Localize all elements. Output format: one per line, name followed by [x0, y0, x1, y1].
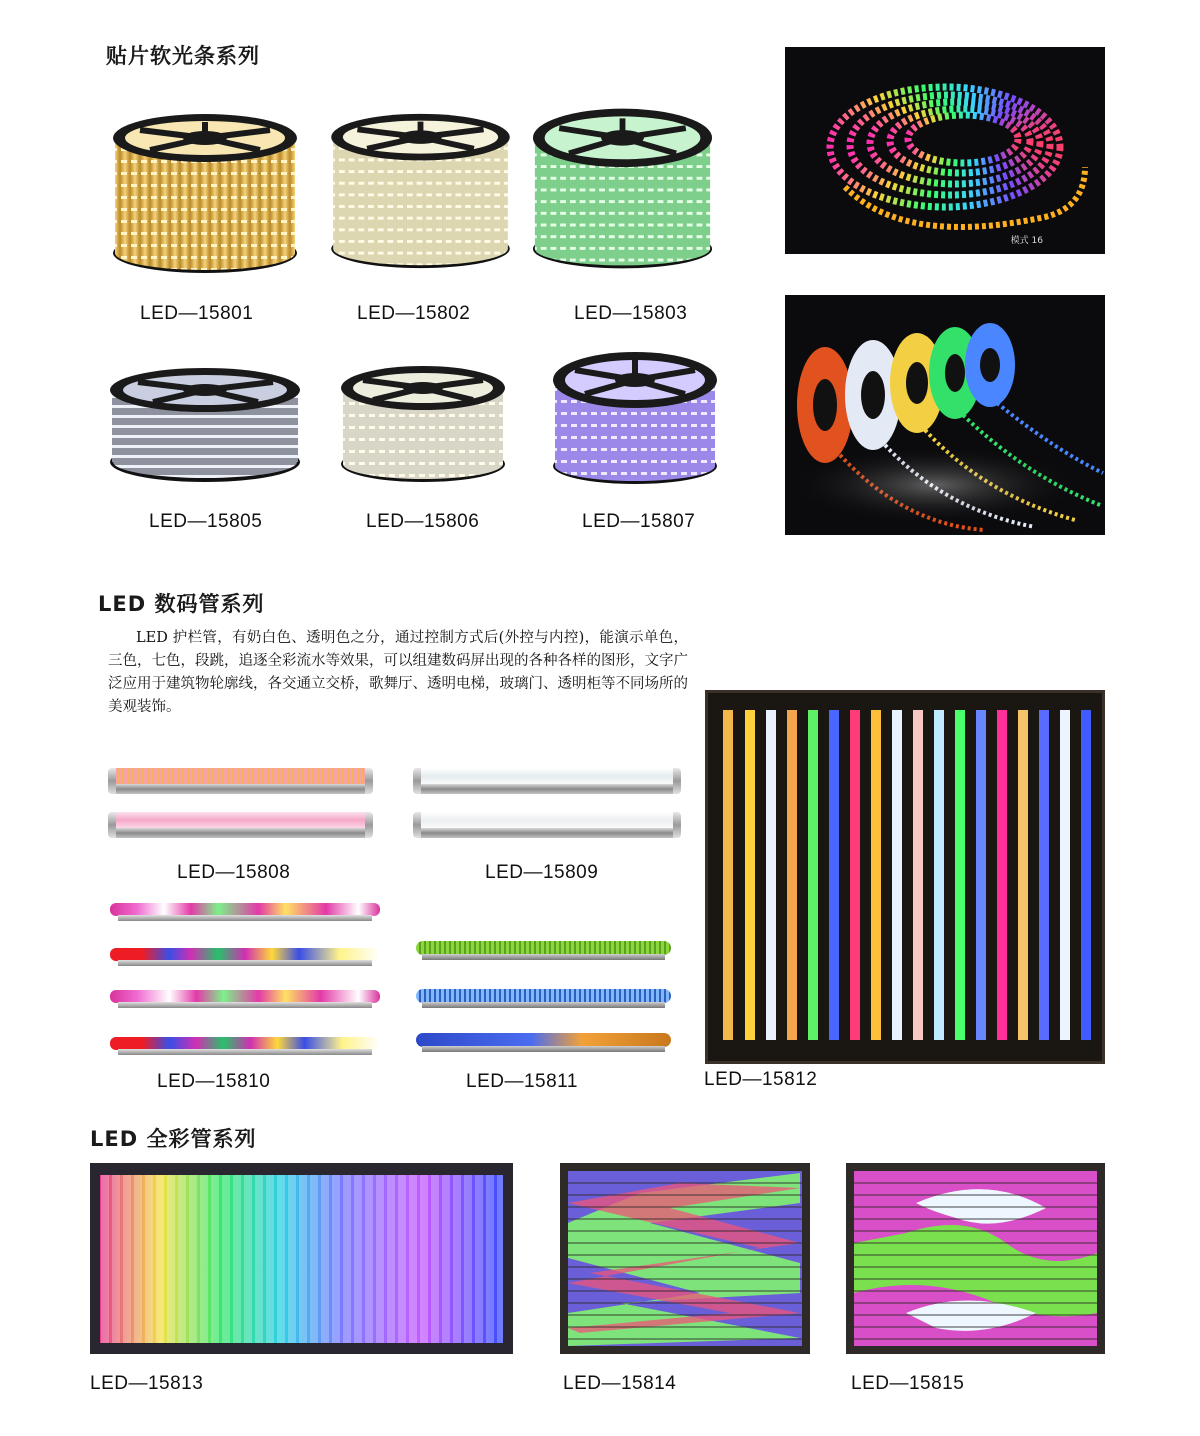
section-description: LED 护栏管，有奶白色、透明色之分，通过控制方式后(外控与内控)，能演示单色，三色，七色，段跳，追逐全彩流水等效果，可以组建数码屏出现的各种各样的图形，文字广泛应用于建筑物轮廓线，各交通立交桥，歌舞厅、透明电梯，玻璃门、透明柜等不同场所的美观装饰。: [108, 630, 688, 715]
photo-15815: [846, 1163, 1105, 1354]
photo-rainbow-coil: [785, 47, 1105, 254]
tube-15811-1: [416, 941, 671, 963]
reel-image-15801: [110, 108, 300, 278]
photo-15813: [90, 1163, 513, 1354]
photo-15812-tubes: [705, 690, 1105, 1064]
product-label-15803: LED—15803: [574, 303, 688, 324]
product-label-15806: LED—15806: [366, 511, 480, 532]
tube-15808-bottom: [108, 812, 373, 838]
reel-image-15807: [550, 348, 720, 488]
tube-15810-2: [110, 948, 380, 968]
product-label-15811: LED—15811: [466, 1071, 578, 1092]
section-title-fullcolor: LED 全彩管系列: [90, 1127, 257, 1151]
product-label-15809: LED—15809: [485, 862, 599, 883]
product-label-15802: LED—15802: [357, 303, 471, 324]
reel-image-15803: [530, 102, 715, 274]
tube-15810-3: [110, 990, 380, 1010]
photo-lit-reels: [785, 295, 1105, 535]
product-label-15810: LED—15810: [157, 1071, 271, 1092]
reel-image-15802: [328, 108, 513, 273]
tube-15810-1: [110, 903, 380, 923]
product-label-15813: LED—15813: [90, 1373, 204, 1394]
photo-15814: [560, 1163, 810, 1354]
reel-image-15806: [338, 362, 508, 487]
tube-15809-bottom: [413, 812, 681, 838]
tube-15811-3: [416, 1033, 671, 1055]
product-label-15812: LED—15812: [704, 1069, 818, 1090]
photo-caption: 模式 16: [1010, 236, 1043, 246]
product-label-15805: LED—15805: [149, 511, 263, 532]
product-label-15808: LED—15808: [177, 862, 291, 883]
tube-15811-2: [416, 989, 671, 1011]
product-label-15814: LED—15814: [563, 1373, 677, 1394]
product-label-15801: LED—15801: [140, 303, 254, 324]
section-title-strip: 贴片软光条系列: [106, 44, 260, 68]
reel-image-15805: [108, 362, 303, 487]
tube-15809-top: [413, 768, 681, 794]
product-label-15815: LED—15815: [851, 1373, 965, 1394]
tube-15808-top: [108, 768, 373, 794]
section-title-digital: LED 数码管系列: [98, 592, 265, 616]
product-label-15807: LED—15807: [582, 511, 696, 532]
tube-15810-4: [110, 1037, 380, 1057]
